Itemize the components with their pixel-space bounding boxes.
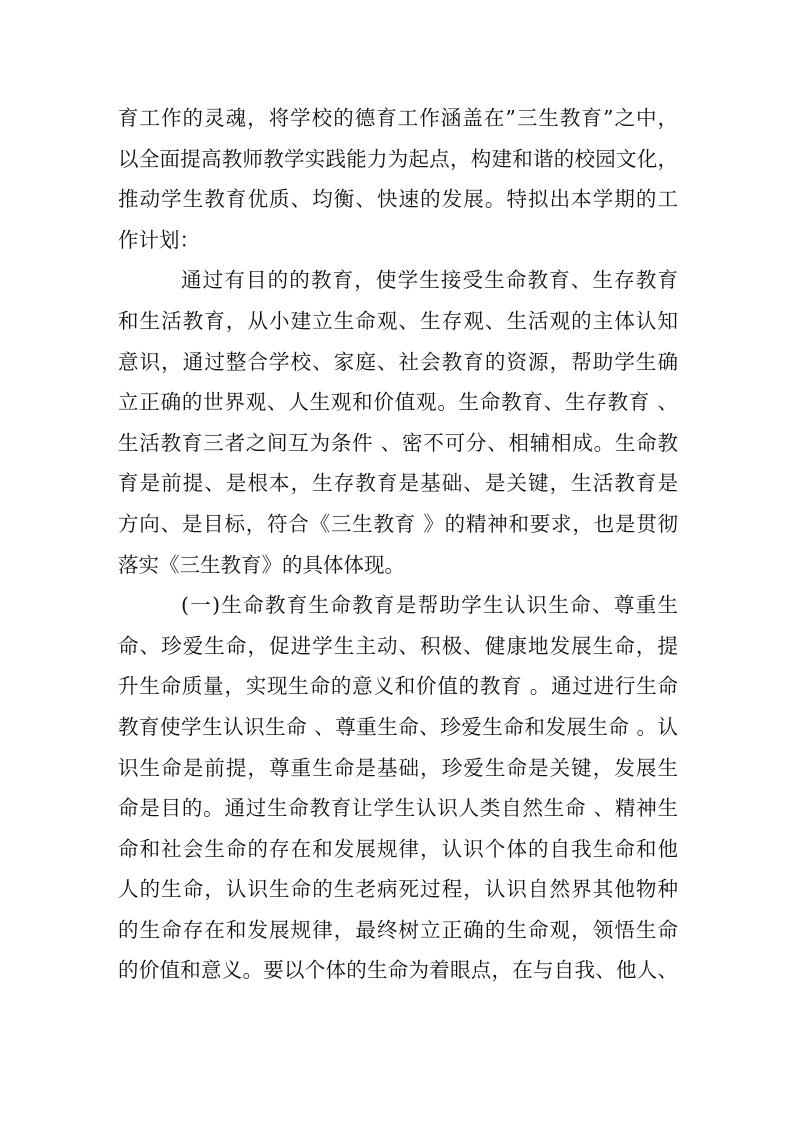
text-line: 意识，通过整合学校、家庭、社会教育的资源，帮助学生确 [118,349,678,374]
text-line: 落实《三生教育》的具体体现。 [118,552,405,577]
text-line: 升生命质量，实现生命的意义和价值的教育 。通过进行生命 [118,674,678,699]
paragraph-life-education [118,585,678,991]
text-line: 推动学生教育优质、均衡、快速的发展。特拟出本学期的工 [118,187,678,212]
text-line: 教育使学生认识生命 、尊重生命、珍爱生命和发展生命 。认 [118,714,678,739]
text-line: 命、珍爱生命，促进学生主动、积极、健康地发展生命，提 [118,633,678,658]
paragraph-purpose [118,260,678,585]
text-line: 育是前提、是根本，生存教育是基础、是关键，生活教育是 [118,471,678,496]
text-line: 以全面提高教师教学实践能力为起点，构建和谐的校园文化， [118,146,678,171]
text-line: 通过有目的的教育，使学生接受生命教育、生存教育 [181,268,678,293]
text-line: 育工作的灵魂，将学校的德育工作涵盖在”三生教育”之中， [118,106,678,130]
text-line: 的价值和意义。要以个体的生命为着眼点，在与自我、他人、 [118,958,678,983]
document-body [118,98,678,991]
text-line: 识生命是前提，尊重生命是基础，珍爱生命是关键，发展生 [118,755,678,780]
text-line: 人的生命，认识生命的生老病死过程，认识自然界其他物种 [118,877,678,902]
paragraph-intro [118,98,678,260]
text-line: 命和社会生命的存在和发展规律，认识个体的自我生命和他 [118,836,678,861]
text-line: 的生命存在和发展规律，最终树立正确的生命观，领悟生命 [118,917,678,942]
text-line: 和生活教育，从小建立生命观、生存观、生活观的主体认知 [118,308,678,333]
text-line: 生活教育三者之间互为条件 、密不可分、相辅相成。生命教 [118,430,678,455]
text-line: 方向、是目标，符合《三生教育 》的精神和要求，也是贯彻 [118,511,678,536]
text-line: (一)生命教育生命教育是帮助学生认识生命、尊重生 [181,593,678,618]
text-line: 作计划： [118,227,200,252]
text-line: 立正确的世界观、人生观和价值观。生命教育、生存教育 、 [118,390,678,415]
text-line: 命是目的。通过生命教育让学生认识人类自然生命 、精神生 [118,796,678,821]
